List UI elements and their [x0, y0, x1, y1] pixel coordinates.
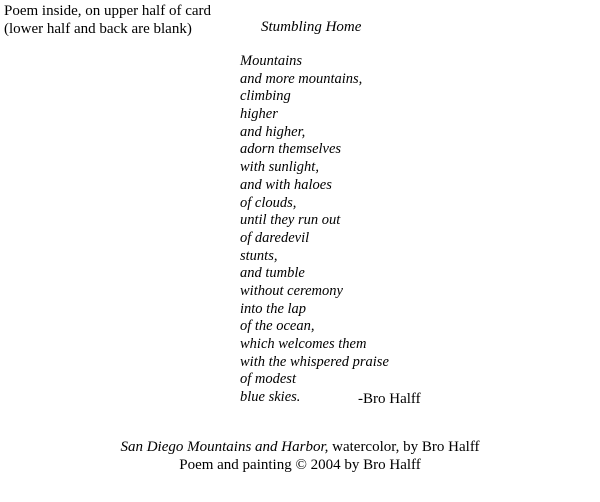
poem-line: climbing	[240, 88, 291, 105]
painting-title: San Diego Mountains and Harbor,	[120, 439, 329, 455]
painting-credit	[0, 438, 600, 456]
poem-title: Stumbling Home	[261, 19, 362, 35]
poem-line: until they run out	[240, 212, 341, 229]
poem-line: Mountains	[240, 53, 303, 69]
poem-line: of modest	[240, 371, 296, 388]
poem-line: higher	[240, 106, 278, 123]
poem-line: stunts,	[240, 247, 278, 264]
poem-line: with sunlight,	[240, 159, 319, 176]
poem-line: of clouds,	[240, 194, 297, 211]
credits-footer	[0, 438, 600, 474]
painting-details: watercolor, by Bro Halff	[328, 439, 480, 455]
poem-line: and higher,	[240, 123, 306, 140]
poem-signature: -Bro Halff	[358, 391, 421, 407]
poem-line: of daredevil	[240, 229, 310, 246]
poem-line: with the whispered praise	[240, 353, 389, 370]
card-note-line: Poem inside, on upper half of card	[4, 3, 212, 19]
card-note	[4, 2, 211, 38]
poem-line: and more mountains,	[240, 70, 363, 87]
poem-line: and tumble	[240, 265, 305, 282]
poem-line: without ceremony	[240, 282, 343, 299]
copyright-line: Poem and painting © 2004 by Bro Halff	[179, 457, 421, 473]
poem-line: and with haloes	[240, 176, 332, 193]
card-note-line: (lower half and back are blank)	[4, 21, 192, 37]
poem-body	[240, 53, 389, 407]
poem-line: blue skies.	[240, 389, 301, 406]
poem-line: which welcomes them	[240, 336, 367, 352]
poem-line: into the lap	[240, 300, 307, 317]
poem-line: adorn themselves	[240, 141, 342, 158]
poem-line: of the ocean,	[240, 318, 315, 335]
